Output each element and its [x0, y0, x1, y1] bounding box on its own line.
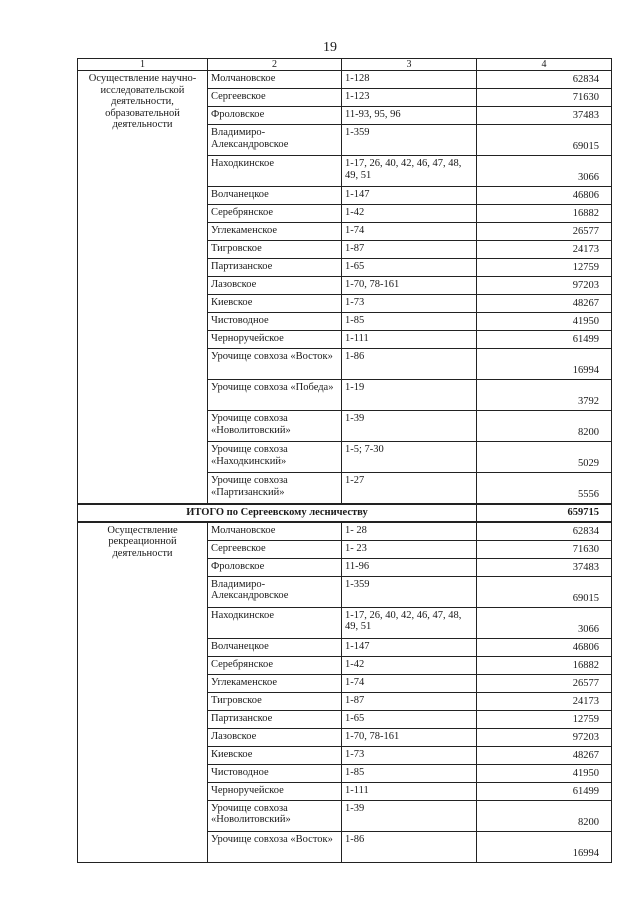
- quarters-cell: 1-85: [342, 313, 477, 331]
- area-cell: 69015: [477, 125, 612, 156]
- area-cell: 3066: [477, 156, 612, 187]
- forestry-name-cell: Киевское: [208, 746, 342, 764]
- area-cell: 3066: [477, 607, 612, 638]
- forestry-name-cell: Владимиро-Александровское: [208, 125, 342, 156]
- area-cell: 8200: [477, 800, 612, 831]
- forestry-name-cell: Киевское: [208, 295, 342, 313]
- quarters-cell: 1-39: [342, 800, 477, 831]
- quarters-cell: 1-39: [342, 411, 477, 442]
- area-cell: 37483: [477, 558, 612, 576]
- area-cell: 16994: [477, 831, 612, 862]
- quarters-cell: 1-42: [342, 205, 477, 223]
- area-cell: 3792: [477, 380, 612, 411]
- quarters-cell: 1-73: [342, 295, 477, 313]
- quarters-cell: 1-5; 7-30: [342, 442, 477, 473]
- quarters-cell: 1-85: [342, 764, 477, 782]
- quarters-cell: 1-359: [342, 125, 477, 156]
- forestry-name-cell: Урочище совхоза «Восток»: [208, 349, 342, 380]
- forestry-name-cell: Урочище совхоза «Победа»: [208, 380, 342, 411]
- area-cell: 12759: [477, 259, 612, 277]
- area-cell: 41950: [477, 764, 612, 782]
- quarters-cell: 1-147: [342, 638, 477, 656]
- quarters-cell: 1-70, 78-161: [342, 728, 477, 746]
- forestry-name-cell: Урочище совхоза «Восток»: [208, 831, 342, 862]
- quarters-cell: 1-87: [342, 241, 477, 259]
- area-cell: 16994: [477, 349, 612, 380]
- column-number: 3: [342, 59, 477, 71]
- area-cell: 16882: [477, 205, 612, 223]
- area-cell: 48267: [477, 746, 612, 764]
- area-cell: 5556: [477, 473, 612, 505]
- quarters-cell: 1-65: [342, 710, 477, 728]
- forestry-name-cell: Фроловское: [208, 558, 342, 576]
- quarters-cell: 1-74: [342, 223, 477, 241]
- forestry-name-cell: Углекаменское: [208, 674, 342, 692]
- quarters-cell: 1-359: [342, 576, 477, 607]
- forestry-name-cell: Сергеевское: [208, 89, 342, 107]
- forestry-name-cell: Молчановское: [208, 522, 342, 541]
- forestry-name-cell: Лазовское: [208, 728, 342, 746]
- area-cell: 62834: [477, 522, 612, 541]
- quarters-cell: 1-123: [342, 89, 477, 107]
- quarters-cell: 1-42: [342, 656, 477, 674]
- forestry-name-cell: Волчанецкое: [208, 187, 342, 205]
- forestry-name-cell: Сергеевское: [208, 540, 342, 558]
- quarters-cell: 1- 23: [342, 540, 477, 558]
- total-label: ИТОГО по Сергеевскому лесничеству: [78, 504, 477, 522]
- quarters-cell: 1-65: [342, 259, 477, 277]
- forestry-table: [77, 58, 612, 863]
- forestry-name-cell: Урочище совхоза «Новолитовский»: [208, 800, 342, 831]
- quarters-cell: 1-86: [342, 349, 477, 380]
- quarters-cell: 1-27: [342, 473, 477, 505]
- forestry-name-cell: Находкинское: [208, 607, 342, 638]
- forestry-name-cell: Лазовское: [208, 277, 342, 295]
- area-cell: 16882: [477, 656, 612, 674]
- forestry-name-cell: Черноручейское: [208, 331, 342, 349]
- forestry-name-cell: Чистоводное: [208, 764, 342, 782]
- quarters-cell: 1-86: [342, 831, 477, 862]
- forestry-name-cell: Партизанское: [208, 710, 342, 728]
- table-row: [78, 522, 612, 541]
- forestry-name-cell: Партизанское: [208, 259, 342, 277]
- forestry-name-cell: Чистоводное: [208, 313, 342, 331]
- area-cell: 12759: [477, 710, 612, 728]
- area-cell: 71630: [477, 89, 612, 107]
- area-cell: 69015: [477, 576, 612, 607]
- area-cell: 24173: [477, 692, 612, 710]
- total-row: [78, 504, 612, 522]
- forestry-name-cell: Фроловское: [208, 107, 342, 125]
- area-cell: 97203: [477, 277, 612, 295]
- forestry-name-cell: Урочище совхоза «Партизанский»: [208, 473, 342, 505]
- quarters-cell: 1-147: [342, 187, 477, 205]
- quarters-cell: 1-73: [342, 746, 477, 764]
- area-cell: 26577: [477, 223, 612, 241]
- forestry-name-cell: Углекаменское: [208, 223, 342, 241]
- forestry-name-cell: Тигровское: [208, 241, 342, 259]
- column-number: 1: [78, 59, 208, 71]
- area-cell: 26577: [477, 674, 612, 692]
- area-cell: 37483: [477, 107, 612, 125]
- area-cell: 48267: [477, 295, 612, 313]
- quarters-cell: 1-19: [342, 380, 477, 411]
- area-cell: 61499: [477, 782, 612, 800]
- area-cell: 5029: [477, 442, 612, 473]
- area-cell: 97203: [477, 728, 612, 746]
- forestry-name-cell: Черноручейское: [208, 782, 342, 800]
- quarters-cell: 1-111: [342, 331, 477, 349]
- area-cell: 71630: [477, 540, 612, 558]
- column-number-row: [78, 59, 612, 71]
- quarters-cell: 1- 28: [342, 522, 477, 541]
- forestry-name-cell: Владимиро-Александровское: [208, 576, 342, 607]
- table-row: [78, 71, 612, 89]
- quarters-cell: 11-93, 95, 96: [342, 107, 477, 125]
- area-cell: 62834: [477, 71, 612, 89]
- total-value: 659715: [477, 504, 612, 522]
- quarters-cell: 1-111: [342, 782, 477, 800]
- column-number: 2: [208, 59, 342, 71]
- quarters-cell: 1-128: [342, 71, 477, 89]
- forestry-name-cell: Серебрянское: [208, 205, 342, 223]
- page-number: 19: [323, 40, 337, 55]
- forestry-name-cell: Волчанецкое: [208, 638, 342, 656]
- forestry-name-cell: Находкинское: [208, 156, 342, 187]
- area-cell: 24173: [477, 241, 612, 259]
- area-cell: 46806: [477, 638, 612, 656]
- forestry-name-cell: Урочище совхоза «Находкинский»: [208, 442, 342, 473]
- quarters-cell: 1-70, 78-161: [342, 277, 477, 295]
- quarters-cell: 11-96: [342, 558, 477, 576]
- area-cell: 8200: [477, 411, 612, 442]
- forestry-name-cell: Тигровское: [208, 692, 342, 710]
- column-number: 4: [477, 59, 612, 71]
- activity-type-cell: Осуществление научно-исследовательской деятельности, образовательной деятельности: [78, 71, 208, 505]
- area-cell: 41950: [477, 313, 612, 331]
- quarters-cell: 1-74: [342, 674, 477, 692]
- forestry-name-cell: Урочище совхоза «Новолитовский»: [208, 411, 342, 442]
- area-cell: 61499: [477, 331, 612, 349]
- area-cell: 46806: [477, 187, 612, 205]
- quarters-cell: 1-87: [342, 692, 477, 710]
- activity-type-cell: Осуществление рекреационной деятельности: [78, 522, 208, 863]
- quarters-cell: 1-17, 26, 40, 42, 46, 47, 48, 49, 51: [342, 156, 477, 187]
- forestry-name-cell: Молчановское: [208, 71, 342, 89]
- forestry-name-cell: Серебрянское: [208, 656, 342, 674]
- quarters-cell: 1-17, 26, 40, 42, 46, 47, 48, 49, 51: [342, 607, 477, 638]
